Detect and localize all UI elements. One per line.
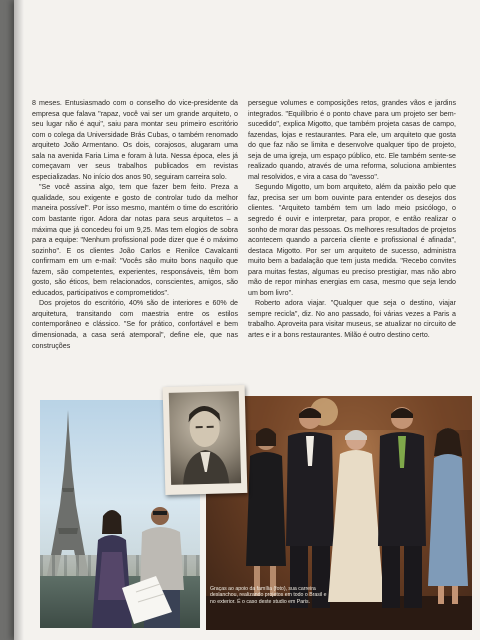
article-paragraph: persegue volumes e composições retos, grandes vãos e jardins integrados. "Equilíbrio é o ponto chave para um projeto ser bem-sucedido", explica Migotto, que também projeta casas de campo, fazendas, lojas e restaurantes. Para ele, um arquiteto que gosta do que faz não se limita e desenvolve qualquer tipo de projeto, seja de uma igreja, um espaço público, etc. Ele também sente-se realizado quando, através de uma reforma, soluciona ambientes mal resolvidos, e vira a casa do "avesso". — [248, 99, 456, 181]
portrait-figure — [169, 391, 241, 485]
page-spine-shadow — [14, 0, 24, 640]
vintage-portrait-photo — [163, 385, 248, 495]
article-column-right — [248, 98, 456, 341]
couple-figures — [86, 500, 200, 628]
photo-caption: Graças ao apoio da família (foto), sua carreira deslanchou, realizando projetos em todo o Brasil e no exterior. É o caso deste studio em Paris. — [210, 586, 327, 605]
article-paragraph: Segundo Migotto, um bom arquiteto, além da paixão pelo que faz, precisa ser um bom ouvinte para entender os desejos dos clientes. "Arquiteto também tem um lado meio psicólogo, o segredo é ouvir e interpretar, para propor, e então realizar o sonho de morar das pessoas. Os melhores resultados de projetos acontecem quando a parceria cliente e profissional é afinada", destaca Migotto. Por ser um arquiteto de sucesso, administra muito bem a badalação que tem justa medida. "Recebo convites para muitas festas, algumas eu preciso prestigiar, mas não abro mão de repor minhas energias em casa, mesmo que seja lendo um bom livro". — [248, 183, 456, 297]
article-column-left — [32, 98, 238, 351]
article-paragraph: Roberto adora viajar. "Qualquer que seja o destino, viajar sempre recicla", diz. No ano passado, foi várias vezes a Paris a trabalho. Aproveita para visitar museus, se atualizar no circuito de artes e ir a bons restaurantes. Milão é outro destino certo. — [248, 299, 456, 340]
article-paragraph: "Se você assina algo, tem que fazer bem feito. Preza a qualidade, sou exigente e gosto de controlar tudo da melhor maneira possível". Por isso mesmo, mantém o time do escritório com bastante rigor. Adora dar notas para seus arquitetos – a máxima que já concedeu foi um 9,25. Mas tem elogios de sobra para a equipe: "Nenhum profissional pode dizer que é o máximo sozinho". E os clientes João Carlos e Renilce Cavalcanti confirmam em um e-mail: "Vocês são muito bons naquilo que fazem, são competentes, experientes, responsáveis, têm bom gosto, são éticos, bem relacionados, conscientes, amigos, são educados, participativos e comprometidos". — [32, 183, 238, 297]
article-paragraph: 8 meses. Entusiasmado com o conselho do vice-presidente da empresa que falava "rapaz, você vai ser um grande arquiteto, o seu lugar não é aqui", saiu para montar seu primeiro escritório com o colega da Universidade Brás Cubas, o também renomado arquiteto João Armentano. Os dois, corajosos, alugaram uma sala na avenida Faria Lima e foram à luta. Nessa época, eles já começavam ver seus trabalhos publicados em revistas especializadas. No início dos anos 90, seguiram carreira solo. — [32, 99, 238, 181]
article-paragraph: Dos projetos do escritório, 40% são de interiores e 60% de arquitetura, transitando com maestria entre os estilos contemporâneo e clássico. "Se for prático, confortável e bem dimensionada, a casa será atemporal", define ele, que nas construções — [32, 299, 238, 350]
portrait-image — [169, 391, 241, 485]
